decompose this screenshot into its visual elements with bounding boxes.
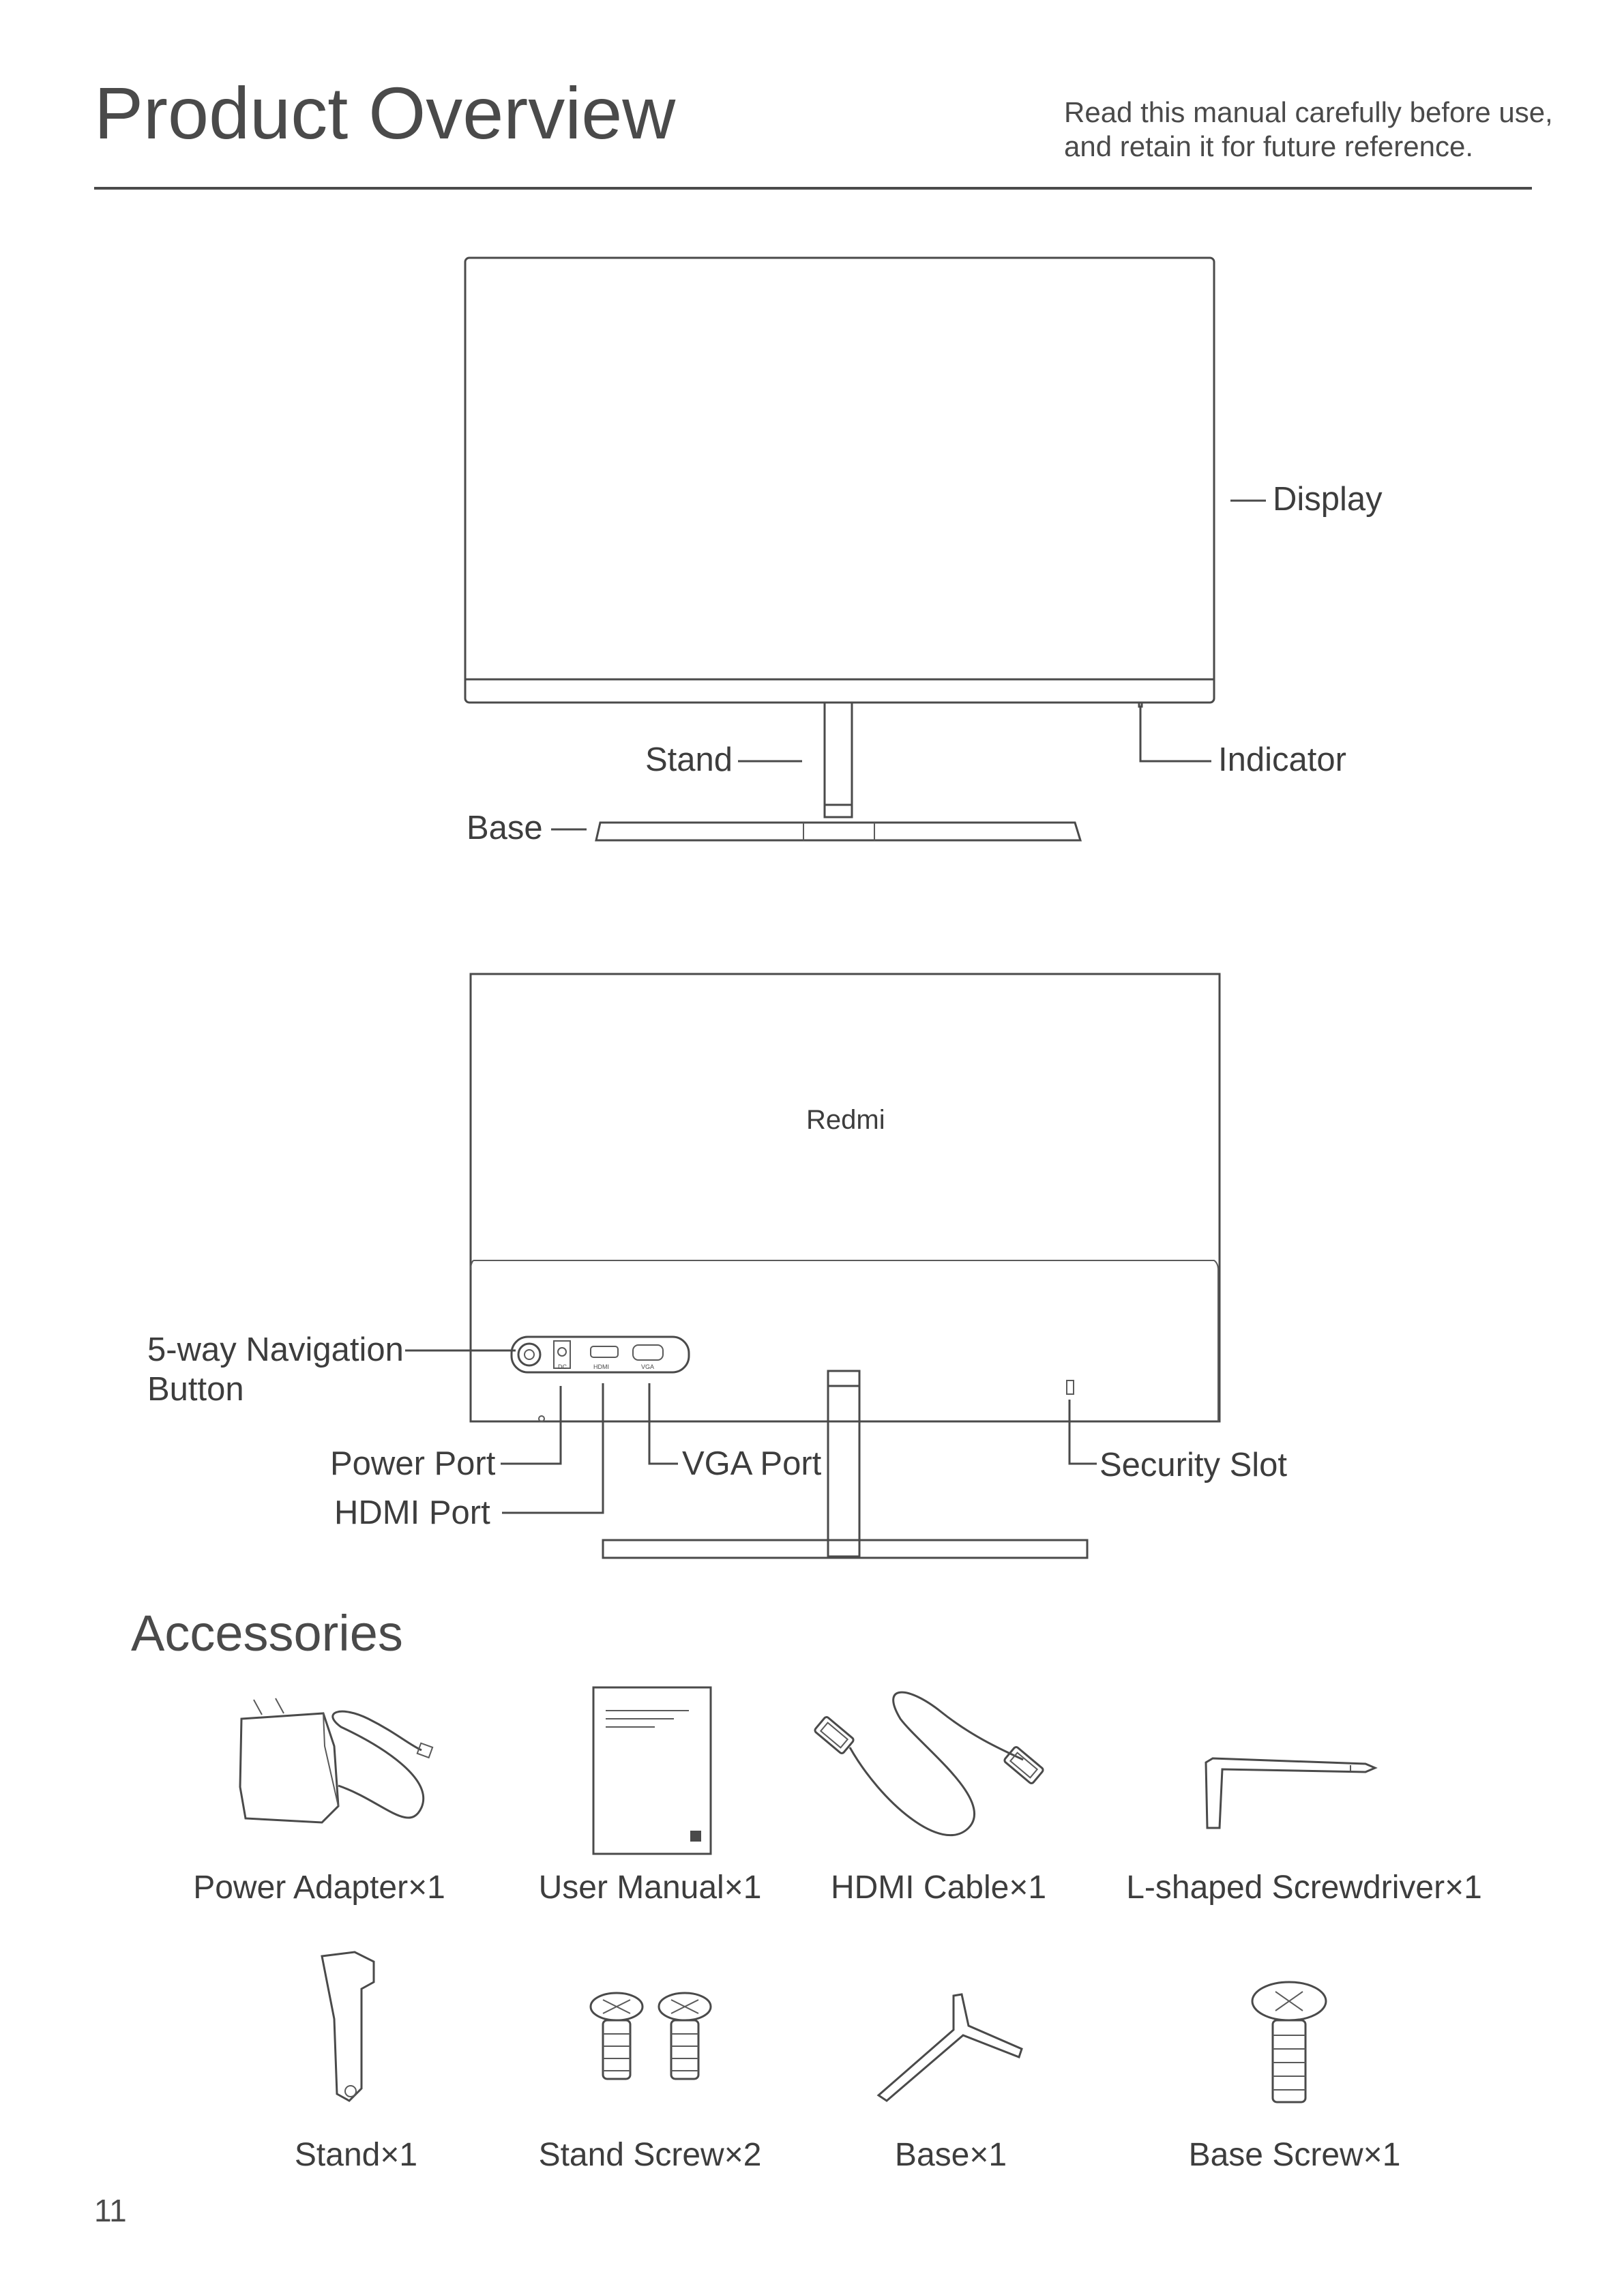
accessory-label-base: Base×1 <box>894 2137 1007 2173</box>
indicator-leader <box>1140 707 1211 761</box>
power-port-label: Power Port <box>330 1445 496 1482</box>
security-slot-leader <box>1069 1400 1097 1464</box>
port-hdmi-text: HDMI <box>593 1363 609 1370</box>
accessory-label-stand: Stand×1 <box>294 2137 418 2173</box>
base-label: Base <box>467 810 543 846</box>
stand-label: Stand <box>645 741 733 778</box>
page-number: 11 <box>94 2193 127 2228</box>
display-label: Display <box>1273 481 1383 518</box>
nav-button-label-line-2: Button <box>147 1371 244 1408</box>
port-vga-text: VGA <box>641 1363 655 1370</box>
page-title: Product Overview <box>94 72 676 154</box>
power-adapter-icon <box>240 1698 432 1822</box>
nav-button-label <box>147 1330 404 1409</box>
accessory-label-base-screw: Base Screw×1 <box>1188 2137 1401 2173</box>
hdmi-port-label: HDMI Port <box>334 1494 490 1531</box>
front-monitor-illustration <box>465 258 1214 840</box>
hdmi-cable-icon <box>814 1692 1044 1835</box>
accessory-label-hdmi-cable: HDMI Cable×1 <box>830 1870 1047 1906</box>
accessory-label-stand-screw: Stand Screw×2 <box>538 2137 762 2173</box>
accessories-title: Accessories <box>131 1605 403 1662</box>
nav-button-label-line-1: 5-way Navigation <box>147 1331 404 1368</box>
hdmi-port-leader <box>502 1383 603 1513</box>
stand-icon <box>322 1952 374 2101</box>
intro-line-1: Read this manual carefully before use, <box>1064 96 1553 128</box>
l-screwdriver-icon <box>1206 1758 1375 1828</box>
brand-logo: Redmi <box>806 1105 885 1135</box>
base-screw-icon <box>1252 1982 1326 2102</box>
stand-screw-icon <box>591 1993 711 2079</box>
intro-line-2: and retain it for future reference. <box>1064 130 1473 162</box>
user-manual-icon <box>593 1687 711 1854</box>
indicator-label: Indicator <box>1218 741 1346 778</box>
base-icon <box>879 1994 1022 2101</box>
vga-port-leader <box>649 1383 678 1464</box>
accessory-label-user-manual: User Manual×1 <box>538 1870 762 1906</box>
security-slot-label: Security Slot <box>1099 1447 1288 1483</box>
vga-port-label: VGA Port <box>682 1445 822 1482</box>
accessory-label-l-screwdriver: L-shaped Screwdriver×1 <box>1126 1870 1482 1906</box>
port-dc-text: DC <box>558 1363 567 1370</box>
accessory-label-power-adapter: Power Adapter×1 <box>193 1870 445 1906</box>
power-port-leader <box>501 1386 561 1464</box>
